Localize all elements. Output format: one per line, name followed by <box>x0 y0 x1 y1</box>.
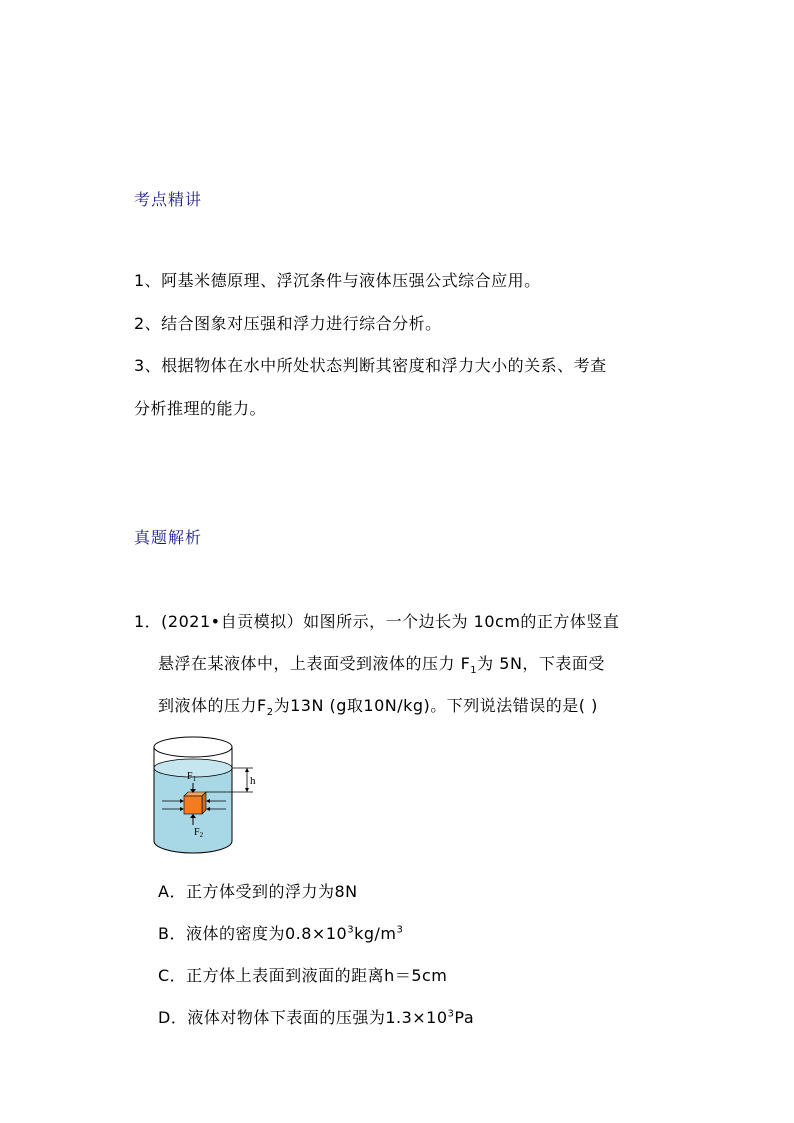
option-c: C．正方体上表面到液面的距离h＝5cm <box>158 966 448 985</box>
question-line-2: 悬浮在某液体中，上表面受到液体的压力 $F_1$为 5N，下表面受 <box>158 654 605 677</box>
h-arrowhead-bottom <box>245 788 249 792</box>
f2-label: $F_2$ <box>194 827 204 839</box>
cube-side-face <box>202 792 206 814</box>
point-3: 3、根据物体在水中所处状态判断其密度和浮力大小的关系、考查 <box>134 356 607 375</box>
point-2: 2、结合图象对压强和浮力进行综合分析。 <box>134 314 442 333</box>
point-3-continued: 分析推理的能力。 <box>134 399 267 418</box>
h-arrowhead-top <box>245 768 249 772</box>
option-a: A．正方体受到的浮力为8N <box>158 882 358 901</box>
container-rim <box>154 737 232 757</box>
h-label: h <box>250 775 256 787</box>
cylinder-diagram <box>150 735 275 860</box>
question-line-1: 1．(2021•自贡模拟）如图所示，一个边长为 10cm的正方体竖直 <box>134 612 620 631</box>
question-line-3: 到液体的压力$F_2$为13N (g取10N/kg)。下列说法错误的是( ) <box>158 696 598 719</box>
option-b: B．液体的密度为$0.8\times 10^3kg/m^3$ <box>158 924 404 943</box>
cube-front-face <box>184 796 202 814</box>
point-1: 1、阿基米德原理、浮沉条件与液体压强公式综合应用。 <box>134 271 541 290</box>
section-title-key-points: 考点精讲 <box>134 190 203 209</box>
option-d: D．液体对物体下表面的压强为$1.3\times 10^3Pa$ <box>158 1008 475 1027</box>
f1-label: $F_1$ <box>187 771 197 783</box>
section-title-real-questions: 真题解析 <box>134 528 203 547</box>
